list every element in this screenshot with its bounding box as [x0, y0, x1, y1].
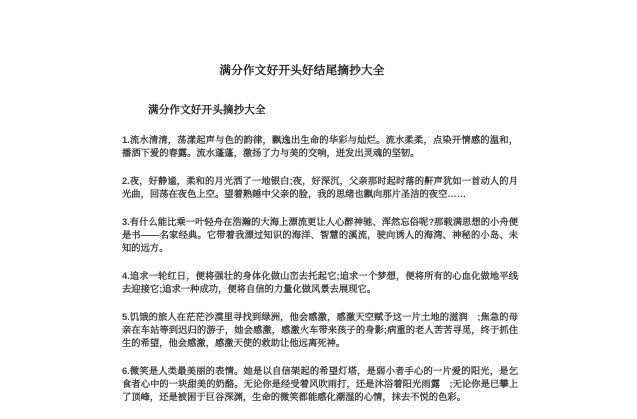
- paragraph-6: 6.微笑是人类最美丽的表情。她是以自信架起的希望灯塔，是弱小者手心的一片爱的阳光，是乞食者心中的一块甜美的奶酪。无论你是经受着风吹雨打，还是沐浴着阳光雨露 ;无论你是已攀上了顶峰，还是被困于巨谷深渊，生命的微笑都能感化潮湿的心情，抹去不悦的色彩。: [122, 366, 518, 402]
- document-body: [122, 134, 518, 419]
- section-heading: 满分作文好开头摘抄大全: [148, 104, 266, 116]
- paragraph-2: 2.夜，好静谧，柔和的月光洒了一地银白;夜，好深沉，父亲那时起时落的鼾声犹如一首动人的月光曲，回荡在夜色上空。望着熟睡中父亲的脸，我的思绪也飘向那片圣洁的夜空……: [122, 176, 518, 199]
- paragraph-1: 1.流水清清，荡漾起声与色的韵律，飘逸出生命的华彩与灿烂。流水柔柔，点染开情感的温和，播洒下爱的春露。流水蓬蓬，激扬了力与美的交响，迸发出灵魂的坚韧。: [122, 135, 518, 158]
- paragraph-3: 3.有什么能比乘一叶轻舟在浩瀚的大海上漂流更让人心醉神驰、浑然忘俗呢?那载满思想的小舟便是书——名家经典。它带着我漂过知识的海洋、智慧的溪流，驶向诱人的海湾、神秘的小岛、未知的远方。: [122, 217, 518, 253]
- paragraph-4: 4.追求一轮红日，便将强壮的身体化做山峦去托起它;追求一个梦想，便将所有的心血化做地平线去迎接它;追求一种成功，便将自信的力量化做风景去展现它。: [122, 271, 518, 294]
- document-title: 满分作文好开头好结尾摘抄大全: [219, 65, 385, 77]
- paragraph-5: 5.饥饿的旅人在茫茫沙漠里寻找到绿洲，他会感激，感激天空赋予这一片土地的滋润 ;焦急的母亲在车站等到迟归的游子，她会感激，感激火车带来孩子的身影;病重的老人苦苦寻觅，终于抓住生的希望，他会感激，感激天使的救助让他远离死神。: [122, 312, 518, 348]
